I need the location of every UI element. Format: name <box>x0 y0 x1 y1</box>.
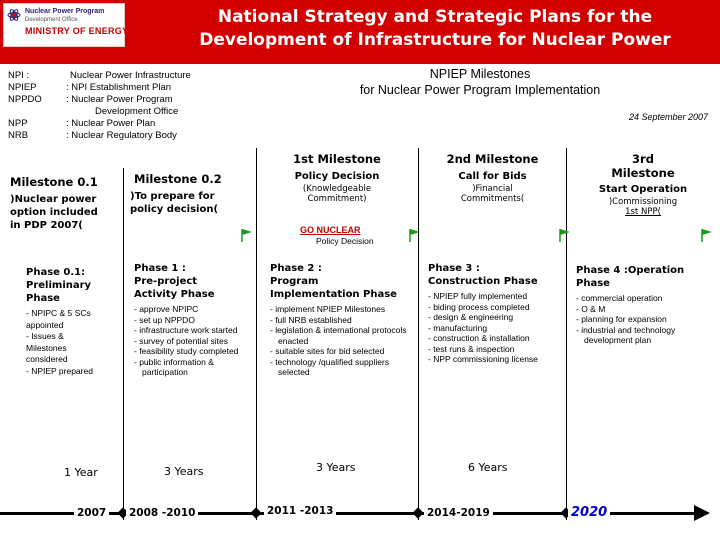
phase-item: - survey of potential sites <box>134 335 229 346</box>
phase-3 <box>428 262 564 365</box>
milestone-sub: )Commissioning <box>608 197 678 207</box>
milestones-heading <box>330 66 630 98</box>
phase-item: - Issues & <box>26 331 64 341</box>
milestone-title: 1st Milestone <box>293 152 381 166</box>
timeline-marker <box>250 507 261 518</box>
phase-item: - biding process completed <box>428 301 530 312</box>
phase-title: Phase <box>576 278 610 289</box>
phase-item: - approve NPIPC <box>134 304 199 314</box>
milestone-sub: Start Operation <box>598 184 688 195</box>
milestone-desc-line: in PDP 2007( <box>10 220 83 231</box>
timeline-arrow-head <box>694 505 710 521</box>
duration-label: 3 Years <box>164 465 204 478</box>
milestone-desc <box>10 193 120 232</box>
milestone-desc-line: option included <box>10 207 98 218</box>
column-divider <box>256 148 257 520</box>
phase-item: - feasibility study completed <box>134 346 239 356</box>
phase-item: - industrial and technology development plan <box>576 324 676 345</box>
phase-item: - public information & participation <box>134 356 214 377</box>
year-label: 2014-2019 <box>424 507 493 519</box>
phase-title: Phase 4 :Operation <box>576 265 685 276</box>
abbr-key: NRB <box>8 130 29 141</box>
column-divider <box>123 168 124 520</box>
milestone-sub: 1st NPP( <box>625 207 661 217</box>
phase-item: Milestones <box>26 342 67 353</box>
page-title <box>150 6 720 52</box>
year-label: 2008 -2010 <box>126 507 198 519</box>
milestone-title: Milestone 0.1 <box>10 175 98 189</box>
milestone-1st <box>262 152 412 204</box>
column-divider <box>418 148 419 520</box>
milestone-0-1 <box>10 175 120 232</box>
abbr-value: : Nuclear Regulatory Body <box>66 130 177 141</box>
policy-decision-label: Policy Decision <box>316 236 374 246</box>
year-label-2020: 2020 <box>568 505 610 520</box>
phase-item: considered <box>26 354 68 364</box>
flag-icon <box>558 228 572 242</box>
phase-title: Construction Phase <box>428 276 538 287</box>
column-divider <box>566 148 567 520</box>
milestone-desc-line: policy decision( <box>130 204 219 215</box>
year-label: 2007 <box>74 507 109 519</box>
go-nuclear-label: GO NUCLEAR <box>300 225 361 235</box>
milestone-desc-line: )Nuclear power <box>10 194 97 205</box>
abbr-value: : Nuclear Power Plan <box>66 118 156 129</box>
phase-0-1 <box>26 266 122 377</box>
duration-label: 1 Year <box>64 466 98 479</box>
phase-4 <box>576 264 716 346</box>
phase-title: Implementation Phase <box>270 289 397 300</box>
logo-line3: MINISTRY OF ENERGY <box>25 26 129 36</box>
flag-icon <box>700 228 714 242</box>
logo-line1: Nuclear Power Program <box>25 8 105 15</box>
phase-item: - planning for expansion <box>576 314 667 324</box>
milestone-sub: Commitments( <box>460 194 525 204</box>
phase-title: Preliminary <box>26 280 92 291</box>
phase-items <box>26 308 122 377</box>
phase-item: - design & engineering <box>428 312 514 322</box>
phase-item: - NPIPC & 5 SCs <box>26 308 91 318</box>
milestone-title: 3rd <box>632 152 654 166</box>
milestones-heading-line2: for Nuclear Power Program Implementation <box>359 83 601 97</box>
milestone-2nd <box>420 152 565 204</box>
phase-item: - implement NPIEP Milestones <box>270 304 386 314</box>
phase-2 <box>270 262 416 378</box>
phase-1 <box>134 262 252 378</box>
phase-item: appointed <box>26 319 64 330</box>
abbr-value: Nuclear Power Infrastructure <box>70 70 191 81</box>
milestone-desc-line: )To prepare for <box>130 191 215 202</box>
logo <box>3 3 129 47</box>
phase-item: - construction & installation <box>428 333 530 343</box>
title-line1: National Strategy and Strategic Plans for the <box>217 7 653 27</box>
milestones-heading-line1: NPIEP Milestones <box>429 67 531 81</box>
milestone-title: Milestone <box>611 166 675 180</box>
phase-item: - infrastructure work started <box>134 325 238 335</box>
phase-item: - set up NPPDO <box>134 314 195 325</box>
milestone-sub: Commitment) <box>307 194 367 204</box>
phase-title: Phase 0.1: <box>26 267 86 278</box>
abbr-key: NPI : <box>8 70 30 81</box>
logo-line2: Development Office <box>25 17 78 23</box>
phase-item: - NPIEP prepared <box>26 365 93 376</box>
flag-icon <box>408 228 422 242</box>
abbr-value: Development Office <box>95 106 179 117</box>
milestone-0-2 <box>130 172 254 216</box>
phase-item: - suitable sites for bid selected <box>270 346 385 356</box>
abbr-key: NPPDO <box>8 94 42 105</box>
phase-title: Phase 3 : <box>428 263 480 274</box>
milestone-title: Milestone 0.2 <box>134 172 222 186</box>
atom-logo-icon <box>7 7 21 23</box>
phase-title: Program <box>270 276 319 287</box>
phase-items <box>428 291 564 365</box>
milestone-sub: Policy Decision <box>294 171 380 182</box>
abbr-value: : NPI Establishment Plan <box>66 82 172 93</box>
phase-items <box>270 304 416 378</box>
phase-item: - commercial operation <box>576 293 663 303</box>
phase-items <box>134 304 252 378</box>
phase-item: - O & M <box>576 303 606 314</box>
date-label: 24 September 2007 <box>628 112 708 122</box>
phase-title: Activity Phase <box>134 289 215 300</box>
milestone-3rd <box>568 152 718 217</box>
phase-item: - test runs & inspection <box>428 343 515 354</box>
phase-title: Phase 2 : <box>270 263 322 274</box>
milestone-title: 2nd Milestone <box>446 152 539 166</box>
abbr-value: : Nuclear Power Program <box>66 94 173 105</box>
milestone-sub: Call for Bids <box>458 171 527 182</box>
duration-label: 3 Years <box>316 461 356 474</box>
abbr-key: NPP <box>8 118 28 129</box>
phase-title: Phase <box>26 293 60 304</box>
title-line2: Development of Infrastructure for Nuclear Power <box>199 30 671 50</box>
milestone-desc <box>130 190 254 216</box>
phase-title: Pre-project <box>134 276 198 287</box>
milestone-sub: )Financial <box>472 184 513 194</box>
duration-label: 6 Years <box>468 461 508 474</box>
phase-item: - NPP commissioning license <box>428 354 538 364</box>
flag-icon <box>240 228 254 242</box>
year-label: 2011 -2013 <box>264 505 336 517</box>
phase-items <box>576 293 716 346</box>
phase-item: - full NRB established <box>270 314 352 325</box>
header-banner <box>0 0 720 64</box>
phase-title: Phase 1 : <box>134 263 186 274</box>
phase-item: - NPIEP fully implemented <box>428 291 528 301</box>
timeline-marker <box>412 507 423 518</box>
phase-item: - technology /qualified suppliers selected <box>270 356 390 377</box>
abbr-key: NPIEP <box>8 82 37 93</box>
phase-item: - legislation & international protocols enacted <box>270 325 407 346</box>
milestone-sub: (Knowledgeable <box>302 184 372 194</box>
phase-item: - manufacturing <box>428 322 488 333</box>
